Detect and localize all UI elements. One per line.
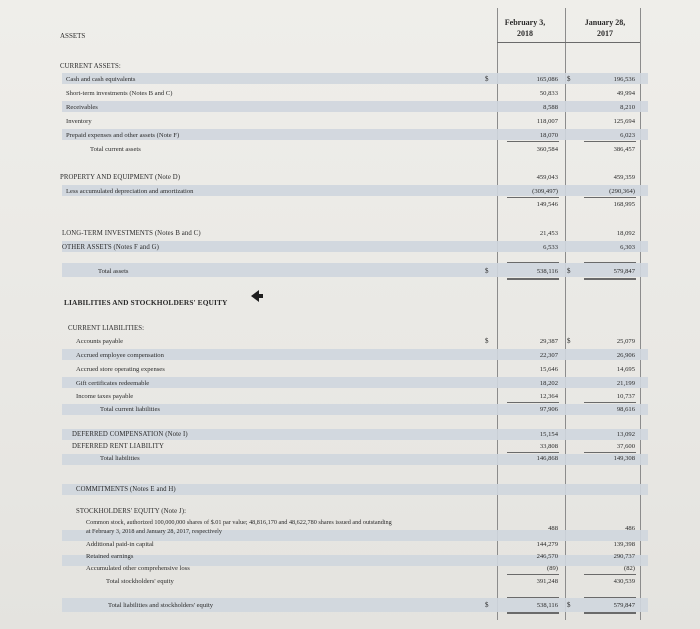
net-ppe-2018: 149,546 bbox=[536, 201, 558, 208]
row-label: Cash and cash equivalents bbox=[66, 76, 136, 83]
value-2018: (89) bbox=[547, 565, 558, 572]
row-label: Accounts payable bbox=[76, 338, 124, 345]
row-label: OTHER ASSETS (Notes F and G) bbox=[62, 244, 160, 251]
value-2017: 125,694 bbox=[613, 118, 635, 125]
value-2018: 15,154 bbox=[539, 431, 558, 438]
value-2017: 26,906 bbox=[616, 352, 635, 359]
column-divider bbox=[565, 8, 566, 620]
grand-total-2017: 579,847 bbox=[613, 602, 635, 609]
dollar-sign: $ bbox=[567, 601, 571, 609]
double-rule bbox=[507, 612, 559, 614]
total-assets-2017: 579,847 bbox=[613, 268, 635, 275]
commitments-label: COMMITMENTS (Notes E and H) bbox=[76, 486, 176, 493]
value-2017: 13,092 bbox=[616, 431, 635, 438]
value-2017: 8,210 bbox=[620, 104, 635, 111]
subtotal-rule bbox=[507, 262, 559, 263]
value-2017: 459,359 bbox=[613, 174, 635, 181]
value-2017: 10,737 bbox=[616, 393, 635, 400]
value-2018: (309,497) bbox=[532, 188, 558, 195]
value-2018: 118,007 bbox=[536, 118, 558, 125]
value-2018: 165,086 bbox=[536, 76, 558, 83]
row-band bbox=[62, 73, 648, 84]
value-2017: 290,737 bbox=[613, 553, 635, 560]
common-stock-line1: Common stock, authorized 100,000,000 shares of $.01 par value; 48,816,170 and 48,622,780 shares issued and outstanding bbox=[86, 519, 392, 526]
subtotal-rule bbox=[584, 141, 636, 142]
row-label: Prepaid expenses and other assets (Note F) bbox=[66, 132, 180, 139]
row-label: Less accumulated depreciation and amortization bbox=[66, 188, 194, 195]
subtotal-rule bbox=[507, 141, 559, 142]
value-2017: 6,303 bbox=[620, 244, 635, 251]
dollar-sign: $ bbox=[485, 267, 489, 275]
value-2017: (82) bbox=[624, 565, 635, 572]
subtotal-rule bbox=[584, 574, 636, 575]
row-band bbox=[62, 101, 648, 112]
dollar-sign: $ bbox=[567, 75, 571, 83]
row-label: Additional paid-in capital bbox=[86, 541, 154, 548]
header-rule bbox=[497, 42, 640, 43]
subtotal-rule bbox=[507, 452, 559, 453]
mouse-cursor-icon bbox=[250, 288, 264, 304]
current-assets-title: CURRENT ASSETS: bbox=[60, 63, 121, 70]
subtotal-rule bbox=[584, 262, 636, 263]
value-2018: 488 bbox=[548, 525, 558, 532]
total-label: Total current assets bbox=[90, 146, 141, 153]
grand-total-label: Total liabilities and stockholders' equity bbox=[108, 602, 214, 609]
value-2017: 21,199 bbox=[616, 380, 635, 387]
total-label: Total current liabilities bbox=[100, 406, 160, 413]
dollar-sign: $ bbox=[485, 601, 489, 609]
value-2018: 18,070 bbox=[539, 132, 558, 139]
current-liabilities-title: CURRENT LIABILITIES: bbox=[68, 325, 145, 332]
row-label: Retained earnings bbox=[86, 553, 134, 560]
row-label: DEFERRED COMPENSATION (Note I) bbox=[72, 431, 188, 438]
row-label: Inventory bbox=[66, 118, 92, 125]
grand-total-2018: 538,116 bbox=[536, 602, 558, 609]
total-assets-2018: 538,116 bbox=[536, 268, 558, 275]
total-label: Total stockholders' equity bbox=[106, 578, 174, 585]
row-band bbox=[62, 377, 648, 388]
equity-title: STOCKHOLDERS' EQUITY (Note J): bbox=[76, 508, 187, 515]
subtotal-rule bbox=[507, 197, 559, 198]
subtotal-rule bbox=[584, 597, 636, 598]
total-2018: 146,868 bbox=[536, 455, 558, 462]
value-2018: 33,808 bbox=[539, 443, 558, 450]
value-2017: 14,695 bbox=[616, 366, 635, 373]
dollar-sign: $ bbox=[567, 337, 571, 345]
total-2017: 430,539 bbox=[613, 578, 635, 585]
row-label: Short-term investments (Notes B and C) bbox=[66, 90, 173, 97]
value-2017: 196,536 bbox=[613, 76, 635, 83]
subtotal-rule bbox=[584, 452, 636, 453]
column-divider bbox=[497, 8, 498, 620]
value-2017: 18,092 bbox=[616, 230, 635, 237]
double-rule bbox=[584, 612, 636, 614]
row-label: Gift certificates redeemable bbox=[76, 380, 150, 387]
value-2018: 21,453 bbox=[539, 230, 558, 237]
subtotal-rule bbox=[584, 197, 636, 198]
value-2018: 22,307 bbox=[539, 352, 558, 359]
value-2018: 8,588 bbox=[543, 104, 558, 111]
value-2018: 18,202 bbox=[539, 380, 558, 387]
subtotal-rule bbox=[584, 402, 636, 403]
row-label: Receivables bbox=[66, 104, 98, 111]
subtotal-rule bbox=[507, 597, 559, 598]
row-label: Accumulated other comprehensive loss bbox=[86, 565, 190, 572]
common-stock-line2: at February 3, 2018 and January 28, 2017, respectively bbox=[86, 528, 222, 535]
row-label: Accrued store operating expenses bbox=[76, 366, 165, 373]
double-rule bbox=[584, 278, 636, 280]
subtotal-rule bbox=[507, 402, 559, 403]
value-2018: 15,646 bbox=[539, 366, 558, 373]
row-band bbox=[62, 454, 648, 465]
row-label: LONG-TERM INVESTMENTS (Notes B and C) bbox=[62, 230, 201, 237]
row-label: Income taxes payable bbox=[76, 393, 134, 400]
dollar-sign: $ bbox=[485, 75, 489, 83]
total-label: Total liabilities bbox=[100, 455, 140, 462]
subtotal-rule bbox=[507, 574, 559, 575]
col-header-2017-line2: 2017 bbox=[597, 29, 613, 38]
row-label: DEFERRED RENT LIABILITY bbox=[72, 443, 165, 450]
col-header-2018-line2: 2018 bbox=[517, 29, 533, 38]
total-2018: 391,248 bbox=[536, 578, 558, 585]
value-2017: 486 bbox=[625, 525, 635, 532]
value-2017: 139,398 bbox=[613, 541, 635, 548]
total-2018: 360,584 bbox=[536, 146, 558, 153]
row-label: PROPERTY AND EQUIPMENT (Note D) bbox=[60, 174, 181, 181]
net-ppe-2017: 168,995 bbox=[613, 201, 635, 208]
row-label: Accrued employee compensation bbox=[76, 352, 164, 359]
liabilities-heading: LIABILITIES AND STOCKHOLDERS' EQUITY bbox=[64, 298, 228, 307]
total-2017: 386,457 bbox=[613, 146, 635, 153]
value-2018: 6,533 bbox=[543, 244, 558, 251]
total-2017: 98,616 bbox=[616, 406, 635, 413]
value-2017: (290,364) bbox=[609, 188, 635, 195]
double-rule bbox=[507, 278, 559, 280]
col-header-2018-line1: February 3, bbox=[504, 18, 546, 27]
assets-heading: ASSETS bbox=[60, 32, 86, 40]
value-2018: 144,279 bbox=[536, 541, 558, 548]
value-2017: 49,994 bbox=[616, 90, 635, 97]
value-2017: 25,079 bbox=[616, 338, 635, 345]
dollar-sign: $ bbox=[567, 267, 571, 275]
value-2017: 37,600 bbox=[616, 443, 635, 450]
col-header-2017-line1: January 28, bbox=[584, 18, 626, 27]
value-2018: 459,043 bbox=[536, 174, 558, 181]
total-2017: 149,308 bbox=[613, 455, 635, 462]
value-2017: 6,023 bbox=[620, 132, 635, 139]
row-band bbox=[62, 263, 648, 277]
value-2018: 50,833 bbox=[539, 90, 558, 97]
value-2018: 29,387 bbox=[539, 338, 558, 345]
dollar-sign: $ bbox=[485, 337, 489, 345]
value-2018: 246,570 bbox=[536, 553, 558, 560]
total-assets-label: Total assets bbox=[98, 268, 129, 275]
column-divider bbox=[640, 8, 641, 620]
value-2018: 12,364 bbox=[539, 393, 558, 400]
total-2018: 97,906 bbox=[539, 406, 558, 413]
